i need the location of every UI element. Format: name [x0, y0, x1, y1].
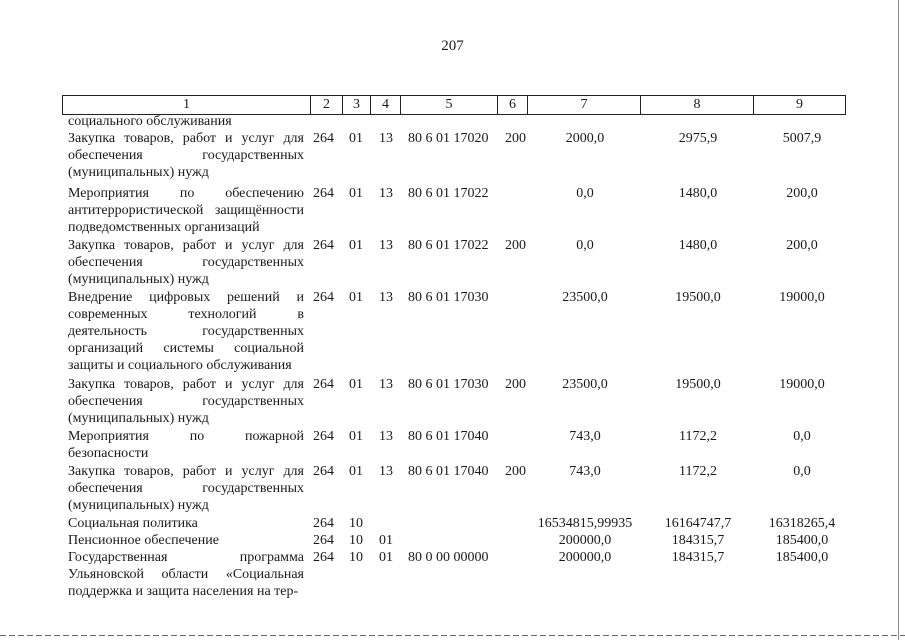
row-ved: 264 [313, 550, 334, 565]
row-name: Мероприятия по пожарной безопасности [68, 429, 304, 461]
row-year3: 0,0 [793, 464, 811, 479]
table-row [0, 289, 905, 376]
row-csr: 80 6 01 17022 [408, 186, 489, 201]
row-pr: 13 [379, 131, 393, 146]
row-ved: 264 [313, 290, 334, 305]
table-row [0, 185, 905, 237]
row-year2: 19500,0 [675, 290, 721, 305]
row-year2: 184315,7 [671, 550, 725, 565]
row-rz: 10 [349, 550, 363, 565]
row-year1: 23500,0 [562, 290, 608, 305]
row-name: Государственная программа Ульяновской области «Социальная поддержка и защита населения на тер- [68, 550, 304, 599]
table-row [0, 113, 905, 130]
header-col-6: 6 [498, 96, 528, 114]
row-year3: 185400,0 [775, 550, 829, 565]
row-year1: 743,0 [569, 429, 601, 444]
table-row [0, 549, 905, 601]
row-year1: 0,0 [576, 186, 594, 201]
row-vr: 200 [505, 377, 526, 392]
header-col-2: 2 [311, 96, 343, 114]
row-csr: 80 6 01 17040 [408, 464, 489, 479]
row-year1: 200000,0 [558, 533, 612, 548]
row-name: Закупка товаров, работ и услуг для обеспечения государственных (муниципальных) нужд [68, 131, 304, 180]
table-body [0, 113, 905, 601]
row-year1: 0,0 [576, 238, 594, 253]
table-row [0, 532, 905, 549]
row-name: Закупка товаров, работ и услуг для обеспечения государственных (муниципальных) нужд [68, 377, 304, 426]
row-csr: 80 6 01 17030 [408, 290, 489, 305]
row-year1: 743,0 [569, 464, 601, 479]
row-ved: 264 [313, 429, 334, 444]
row-ved: 264 [313, 186, 334, 201]
row-name: Закупка товаров, работ и услуг для обеспечения государственных (муниципальных) нужд [68, 464, 304, 513]
row-year3: 16318265,4 [768, 516, 836, 531]
row-name: Мероприятия по обеспечению антитеррористической защищённости подведомственных организаций [68, 186, 304, 235]
header-col-5: 5 [401, 96, 498, 114]
row-year1: 23500,0 [562, 377, 608, 392]
header-col-3: 3 [343, 96, 371, 114]
table-row [0, 130, 905, 185]
row-csr: 80 0 00 00000 [408, 550, 489, 565]
page-number: 207 [441, 38, 464, 54]
row-pr: 13 [379, 186, 393, 201]
row-name: Пенсионное обеспечение [68, 533, 219, 548]
row-ved: 264 [313, 516, 334, 531]
table-row [0, 237, 905, 289]
row-csr: 80 6 01 17022 [408, 238, 489, 253]
row-rz: 01 [349, 377, 363, 392]
header-col-9: 9 [754, 96, 846, 114]
row-year3: 19000,0 [779, 290, 825, 305]
row-pr: 13 [379, 377, 393, 392]
row-year2: 1172,2 [679, 464, 717, 479]
row-name: социального обслуживания [68, 114, 232, 129]
table-row [0, 515, 905, 532]
table-row [0, 376, 905, 428]
header-col-1: 1 [63, 96, 311, 114]
row-year2: 184315,7 [671, 533, 725, 548]
table-header [62, 95, 846, 115]
table-row [0, 463, 905, 515]
row-year2: 1480,0 [678, 238, 718, 253]
row-year3: 0,0 [793, 429, 811, 444]
row-rz: 01 [349, 186, 363, 201]
row-ved: 264 [313, 377, 334, 392]
row-rz: 10 [349, 516, 363, 531]
header-col-8: 8 [641, 96, 754, 114]
row-rz: 10 [349, 533, 363, 548]
row-name: Внедрение цифровых решений и современных технологий в деятельность государственных организаций системы социальной защиты и социального обслуживания [68, 290, 304, 373]
row-vr: 200 [505, 131, 526, 146]
row-rz: 01 [349, 290, 363, 305]
row-year2: 2975,9 [678, 131, 718, 146]
row-year2: 19500,0 [675, 377, 721, 392]
row-year2: 1172,2 [679, 429, 717, 444]
row-ved: 264 [313, 238, 334, 253]
row-year2: 1480,0 [678, 186, 718, 201]
table-row [0, 428, 905, 463]
row-rz: 01 [349, 238, 363, 253]
row-csr: 80 6 01 17030 [408, 377, 489, 392]
row-pr: 13 [379, 290, 393, 305]
row-csr: 80 6 01 17040 [408, 429, 489, 444]
row-year1: 16534815,99935 [537, 516, 633, 531]
row-pr: 13 [379, 429, 393, 444]
row-ved: 264 [313, 533, 334, 548]
row-year3: 5007,9 [782, 131, 822, 146]
row-name: Закупка товаров, работ и услуг для обеспечения государственных (муниципальных) нужд [68, 238, 304, 287]
row-year3: 19000,0 [779, 377, 825, 392]
row-year3: 185400,0 [775, 533, 829, 548]
row-year1: 200000,0 [558, 550, 612, 565]
row-csr: 80 6 01 17020 [408, 131, 489, 146]
row-pr: 13 [379, 464, 393, 479]
row-pr: 01 [379, 550, 393, 565]
row-year3: 200,0 [786, 186, 818, 201]
header-col-7: 7 [528, 96, 641, 114]
row-ved: 264 [313, 131, 334, 146]
row-pr: 13 [379, 238, 393, 253]
header-col-4: 4 [371, 96, 401, 114]
row-rz: 01 [349, 464, 363, 479]
row-name: Социальная политика [68, 516, 198, 531]
row-year3: 200,0 [786, 238, 818, 253]
row-year1: 2000,0 [565, 131, 605, 146]
row-rz: 01 [349, 429, 363, 444]
page-edge-bottom [0, 635, 905, 636]
row-year2: 16164747,7 [664, 516, 732, 531]
row-rz: 01 [349, 131, 363, 146]
row-ved: 264 [313, 464, 334, 479]
row-pr: 01 [379, 533, 393, 548]
row-vr: 200 [505, 464, 526, 479]
row-vr: 200 [505, 238, 526, 253]
